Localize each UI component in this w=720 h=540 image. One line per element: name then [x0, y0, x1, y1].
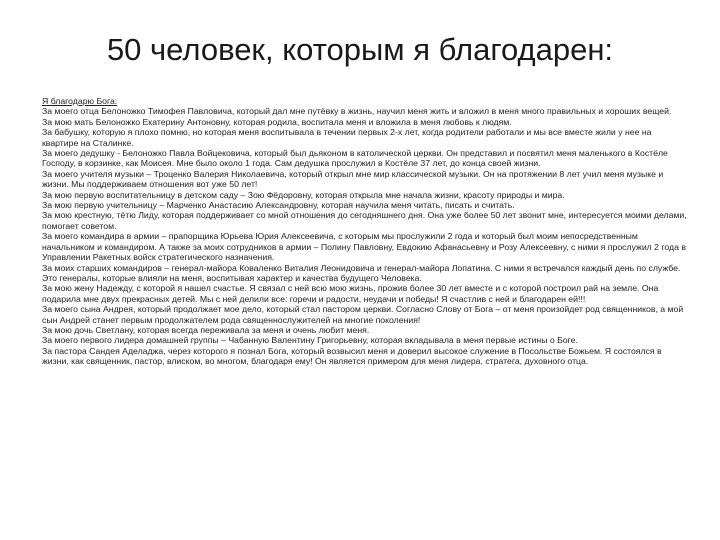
paragraph-daughter: За мою дочь Светлану, которая всегда переживала за меня и очень любит меня.	[42, 324, 370, 335]
paragraph-pastor: За пастора Сандея Аделаджа, через которого я познал Бога, который возвысил меня и доверил высокое служение в Посольстве Божьем. Я состоялся в жизни, как священник, пастор, влиском, во многом, благодаря ему! Он является примером для меня лидера, стратега, духовного отца.	[42, 345, 662, 367]
intro-line: Я благодарю Бога:	[42, 96, 118, 106]
paragraph-army-commander: За моего командира в армии – прапорщика Юрьева Юрия Алексеевича, с которым мы прослужили 2 года и который был моим непосредственным начальником и командиром. А также за моих сотрудников в армии – Полину Павловну, Евдокию Афанасьевну и Розу Алексеевну, с ними я прослужил 2 года в Управлении Ракетных войск стратегического назначения.	[42, 231, 686, 263]
paragraph-father: За моего отца Белоножко Тимофея Павловича, который дал мне путёвку в жизнь, научил меня жить и вложил в меня много правильных и хороших вещей.	[42, 106, 672, 117]
slide-title: 50 человек, которым я благодарен:	[106, 32, 614, 67]
paragraph-first-teacher: За мою первую учительницу – Марченко Анастасию Александровну, которая научила меня читать, писать и считать.	[42, 200, 515, 211]
paragraph-son: За моего сына Андрея, который продолжает мое дело, который стал пастором церкви. Согласно Слову от Бога – от меня произойдет род священников, а мой сын Андрей станет первым продолжателем рода священнослужителей на многие поколения!	[42, 304, 684, 325]
paragraph-senior-commanders: За моих старших командиров – генерал-майора Коваленко Виталия Леонидовича и генерал-майора Лопатина. С ними я встречался каждый день по службе. Это генералы, которые влияли на меня, воспитывая характер и качества будущего Человека.	[42, 262, 681, 283]
paragraph-grandmother: За бабушку, которую я плохо помню, но которая меня воспитывала в течении первых 2-х лет, когда родители работали и мы все вместе жили у нее на квартире на Сталинке.	[42, 127, 652, 148]
paragraph-music-teacher: За моего учителя музыки – Троценко Валерия Николаевича, который открыл мне мир классической музыки. Он на протяжении 8 лет учил меня музыке и жизни. Мы поддерживаем отношения вот уже 50 лет!	[42, 168, 664, 190]
paragraph-kindergarten-teacher: За мою первую воспитательницу в детском саду – Зою Фёдоровну, которая открыла мне начала жизни, красоту природы и мира.	[42, 189, 565, 200]
paragraph-mother: За мою мать Белоножко Екатерину Антоновну, которая родила, воспитала меня и вложила в меня любовь к людям.	[42, 116, 512, 127]
paragraph-godmother: За мою крестную, тётю Лиду, которая поддерживает со мной отношения до сегодняшнего дня. Она уже более 50 лет звонит мне, интересуется моими делами, помогает советом.	[42, 210, 687, 231]
slide-body	[42, 96, 690, 367]
paragraph-wife: За мою жену Надежду, с которой я нашел счастье. Я связал с ней всю мою жизнь, прожив более 30 лет вместе и с которой построил рай на земле. Она подарила мне двух прекрасных детей. Мы с ней делили все: горечи и радости, неудачи и победы! Я счастлив с ней и благодарен ей!!!	[42, 283, 659, 304]
paragraph-home-group-leader: За моего первого лидера домашней группы – Чабанную Валентину Григорьевну, которая вкладывала в меня первые истины о Боге.	[42, 335, 578, 346]
paragraph-grandfather: За моего дедушку - Белоножко Павла Войцековича, который был дьяконом в католической церкви. Он представил и посвятил меня маленького в Костёле Господу, в корзинке, как Моисея. Мне было около 1 года. Сам дедушка прослужил в Костёле 37 лет, до конца своей жизни.	[42, 148, 668, 169]
